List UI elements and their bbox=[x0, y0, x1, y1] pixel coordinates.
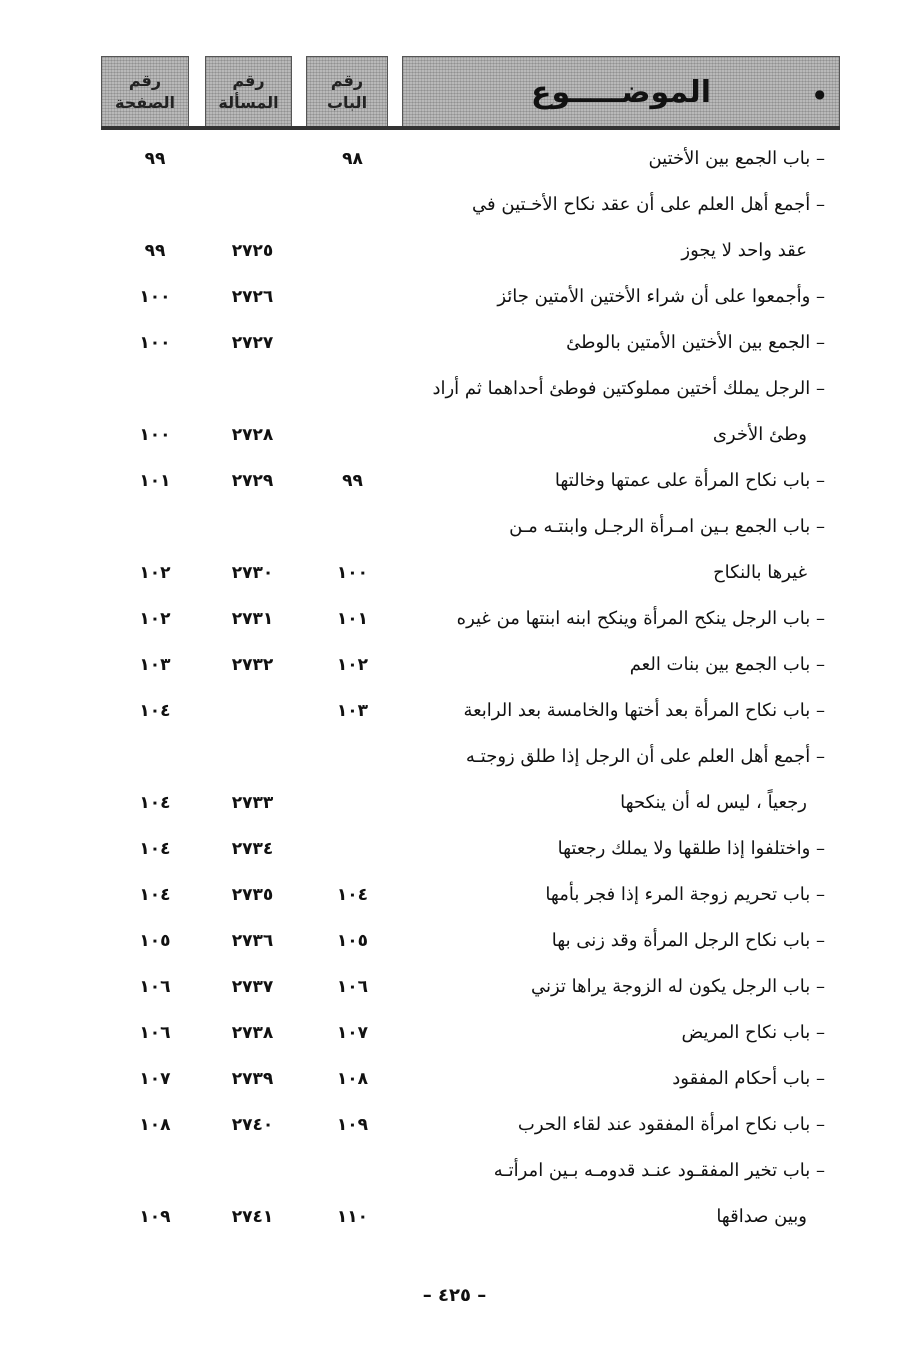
row-bab-number: ١٠٠ bbox=[336, 563, 369, 583]
index-row bbox=[100, 734, 825, 780]
row-topic: رجعياً ، ليس له أن ينكحها bbox=[620, 792, 807, 813]
row-page-number: ١٠٦ bbox=[139, 1023, 171, 1043]
row-masala-number bbox=[205, 366, 300, 412]
index-row bbox=[100, 780, 825, 826]
row-masala-number: ٢٧٢٩ bbox=[231, 471, 274, 491]
row-topic: – باب نكاح المرأة بعد أختها والخامسة بعد الرابعة bbox=[463, 700, 825, 721]
row-topic: – الرجل يملك أختين مملوكتين فوطئ أحداهما ثم أراد bbox=[432, 378, 825, 399]
index-row bbox=[100, 504, 825, 550]
row-page-number: ١٠٧ bbox=[139, 1069, 171, 1089]
row-bab-number: ١٠٨ bbox=[336, 1069, 369, 1089]
row-masala-number: ٢٧٣١ bbox=[231, 609, 274, 629]
page-number-header bbox=[101, 56, 189, 128]
row-bab-number bbox=[315, 182, 390, 228]
index-row bbox=[100, 1010, 825, 1056]
row-masala-number bbox=[205, 136, 300, 182]
masala-header-line1: رقم bbox=[232, 71, 265, 90]
row-page-number: ١٠٣ bbox=[139, 655, 171, 675]
index-row bbox=[100, 136, 825, 182]
row-bab-number bbox=[315, 780, 390, 826]
index-row bbox=[100, 688, 825, 734]
page-header-line1: رقم bbox=[128, 71, 162, 90]
row-bab-number: ١٠٢ bbox=[336, 655, 369, 675]
row-topic: – أجمع أهل العلم على أن الرجل إذا طلق زوجتـه bbox=[465, 746, 825, 767]
row-bab-number bbox=[315, 1148, 390, 1194]
row-page-number: ١٠٩ bbox=[139, 1207, 171, 1227]
index-row bbox=[100, 1148, 825, 1194]
row-page-number: ١٠٤ bbox=[139, 701, 171, 721]
row-topic: – باب نكاح المرأة على عمتها وخالتها bbox=[554, 470, 825, 491]
row-topic: – باب أحكام المفقود bbox=[672, 1068, 825, 1089]
row-masala-number: ٢٧٣٠ bbox=[231, 563, 274, 583]
row-bab-number bbox=[315, 366, 390, 412]
row-page-number bbox=[120, 734, 190, 780]
row-masala-number: ٢٧٣٣ bbox=[231, 793, 274, 813]
row-topic: – باب الجمع بين الأختين bbox=[648, 148, 825, 169]
row-topic: – باب الجمع بين بنات العم bbox=[629, 654, 825, 675]
row-masala-number: ٢٧٤٠ bbox=[231, 1115, 274, 1135]
row-topic: – باب تحريم زوجة المرء إذا فجر بأمها bbox=[545, 884, 825, 905]
row-page-number bbox=[120, 504, 190, 550]
row-page-number: ١٠١ bbox=[139, 471, 171, 491]
row-bab-number: ١٠١ bbox=[336, 609, 369, 629]
row-bab-number bbox=[315, 228, 390, 274]
row-bab-number bbox=[315, 412, 390, 458]
index-row bbox=[100, 596, 825, 642]
row-topic: – باب تخير المفقـود عنـد قدومـه بـين امرأتـه bbox=[493, 1160, 825, 1181]
row-bab-number: ١٠٩ bbox=[336, 1115, 369, 1135]
page-header-line2: الصفحة bbox=[114, 93, 175, 112]
bab-header-line1: رقم bbox=[330, 71, 364, 90]
row-topic: – باب الجمع بـين امـرأة الرجـل وابنتـه مـن bbox=[509, 516, 825, 537]
row-topic: – أجمع أهل العلم على أن عقد نكاح الأخـتين في bbox=[472, 194, 825, 215]
row-masala-number: ٢٧٣٦ bbox=[231, 931, 274, 951]
row-bab-number bbox=[315, 826, 390, 872]
header-rule bbox=[101, 126, 840, 130]
index-row bbox=[100, 1056, 825, 1102]
row-topic: – وأجمعوا على أن شراء الأختين الأمتين جائز bbox=[497, 286, 825, 307]
masala-header-line2: المسألة bbox=[218, 93, 279, 112]
row-page-number: ١٠٠ bbox=[139, 333, 171, 353]
row-bab-number: ٩٨ bbox=[342, 149, 363, 169]
row-masala-number: ٢٧٣٩ bbox=[231, 1069, 274, 1089]
row-topic: – باب نكاح المريض bbox=[681, 1022, 825, 1043]
row-masala-number: ٢٧٢٥ bbox=[231, 241, 274, 261]
row-page-number: ١٠٢ bbox=[139, 563, 171, 583]
row-topic: وطئ الأخرى bbox=[712, 424, 807, 445]
index-row bbox=[100, 228, 825, 274]
index-row bbox=[100, 412, 825, 458]
index-row bbox=[100, 320, 825, 366]
row-topic: – الجمع بين الأختين الأمتين بالوطئ bbox=[566, 332, 825, 353]
row-page-number: ١٠٤ bbox=[139, 839, 171, 859]
index-row bbox=[100, 366, 825, 412]
row-masala-number: ٢٧٣٨ bbox=[231, 1023, 274, 1043]
index-row bbox=[100, 826, 825, 872]
index-row bbox=[100, 872, 825, 918]
page-footer-number: – ٤٢٥ – bbox=[422, 1285, 487, 1306]
row-page-number bbox=[120, 1148, 190, 1194]
row-topic: – باب الرجل يكون له الزوجة يراها تزني bbox=[530, 976, 825, 997]
row-masala-number: ٢٧٢٨ bbox=[231, 425, 274, 445]
row-masala-number bbox=[205, 688, 300, 734]
row-bab-number: ١٠٣ bbox=[336, 701, 369, 721]
row-page-number: ١٠٠ bbox=[139, 425, 171, 445]
row-masala-number bbox=[205, 504, 300, 550]
row-masala-number: ٢٧٢٧ bbox=[231, 333, 274, 353]
row-topic: – واختلفوا إذا طلقها ولا يملك رجعتها bbox=[557, 838, 825, 859]
masala-number-header bbox=[205, 56, 292, 128]
topic-header bbox=[402, 56, 840, 128]
header-bullet-icon: ● bbox=[814, 87, 825, 101]
row-bab-number: ١٠٦ bbox=[336, 977, 369, 997]
row-masala-number: ٢٧٣٧ bbox=[231, 977, 274, 997]
row-page-number: ٩٩ bbox=[144, 241, 166, 261]
index-row bbox=[100, 182, 825, 228]
row-masala-number: ٢٧٤١ bbox=[231, 1207, 274, 1227]
row-topic: غيرها بالنكاح bbox=[713, 562, 807, 583]
row-topic: عقد واحد لا يجوز bbox=[681, 240, 807, 261]
row-topic: – باب نكاح امرأة المفقود عند لقاء الحرب bbox=[517, 1114, 825, 1135]
row-topic: وبين صداقها bbox=[716, 1206, 807, 1227]
row-page-number: ١٠٤ bbox=[139, 793, 171, 813]
index-row bbox=[100, 964, 825, 1010]
row-page-number: ١٠٠ bbox=[139, 287, 171, 307]
row-masala-number: ٢٧٢٦ bbox=[231, 287, 274, 307]
row-bab-number bbox=[315, 504, 390, 550]
bab-header-line2: الباب bbox=[326, 93, 368, 112]
row-topic: – باب الرجل ينكح المرأة وينكح ابنه ابنتها من غيره bbox=[456, 608, 825, 629]
row-masala-number: ٢٧٣٢ bbox=[231, 655, 274, 675]
row-page-number: ١٠٤ bbox=[139, 885, 171, 905]
row-topic: – باب نكاح الرجل المرأة وقد زنى بها bbox=[551, 930, 825, 951]
index-row bbox=[100, 1102, 825, 1148]
row-masala-number: ٢٧٣٤ bbox=[231, 839, 274, 859]
row-bab-number: ١٠٥ bbox=[336, 931, 369, 951]
index-row bbox=[100, 458, 825, 504]
index-row bbox=[100, 918, 825, 964]
row-bab-number: ٩٩ bbox=[342, 471, 363, 491]
row-page-number: ١٠٦ bbox=[139, 977, 171, 997]
row-bab-number: ١١٠ bbox=[336, 1207, 369, 1227]
row-bab-number: ١٠٧ bbox=[336, 1023, 369, 1043]
row-masala-number bbox=[205, 182, 300, 228]
row-page-number: ١٠٥ bbox=[139, 931, 171, 951]
index-row bbox=[100, 1194, 825, 1240]
row-page-number bbox=[120, 366, 190, 412]
index-row bbox=[100, 550, 825, 596]
topic-header-label: الموضـــــوع bbox=[530, 74, 712, 110]
index-row bbox=[100, 274, 825, 320]
row-page-number bbox=[120, 182, 190, 228]
index-row bbox=[100, 642, 825, 688]
bab-number-header bbox=[306, 56, 388, 128]
row-bab-number: ١٠٤ bbox=[336, 885, 369, 905]
row-page-number: ٩٩ bbox=[144, 149, 166, 169]
row-masala-number: ٢٧٣٥ bbox=[231, 885, 274, 905]
row-masala-number bbox=[205, 734, 300, 780]
row-masala-number bbox=[205, 1148, 300, 1194]
row-bab-number bbox=[315, 734, 390, 780]
row-page-number: ١٠٨ bbox=[139, 1115, 171, 1135]
row-page-number: ١٠٢ bbox=[139, 609, 171, 629]
row-bab-number bbox=[315, 320, 390, 366]
row-bab-number bbox=[315, 274, 390, 320]
